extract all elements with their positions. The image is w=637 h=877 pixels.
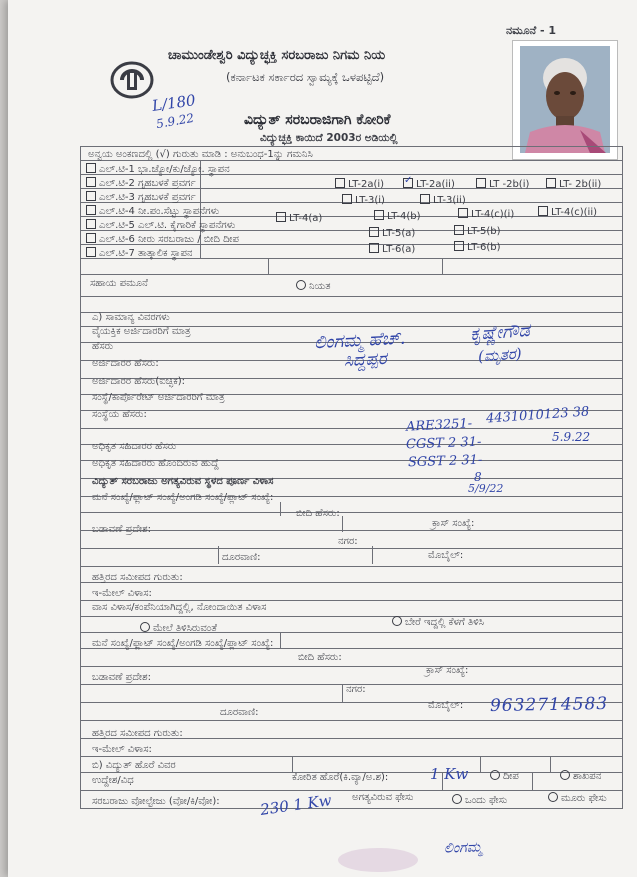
option-light[interactable]: ದೀಪ <box>490 770 519 782</box>
company-name-label: ಸಂಸ್ಥೆಯ ಹೆಸರು: <box>92 409 147 420</box>
radio-if-different[interactable] <box>392 616 402 626</box>
handwritten-reference-date: 5.9.22 <box>155 110 196 132</box>
checkbox-lt5a[interactable] <box>369 227 379 237</box>
checkbox-lt3[interactable] <box>86 191 96 201</box>
handwritten-load: 1 Kw <box>430 765 469 783</box>
handwritten-account-ref: ARE3251- <box>405 416 473 435</box>
option-lt3-i[interactable]: LT-3(i) <box>342 194 385 206</box>
checkbox-lt6b[interactable] <box>454 241 464 251</box>
tariff-row-lt4[interactable]: ಎಲ್.ಟಿ-4 ನೀ.ಪಂ.ಸೆಟ್ಟು ಸ್ಥಾಪನೆಗಳು <box>86 205 219 217</box>
individual-only-label: ವೈಯಕ್ತಿಕ ಅರ್ಜಿದಾರರಿಗೆ ಮಾತ್ರ <box>92 326 191 337</box>
load-details-title: ಬಿ) ವಿದ್ಯುತ್ ಹೊರೆ ವಿವರ <box>92 760 176 771</box>
phone-label-2: ದೂರವಾಣಿ: <box>220 707 259 718</box>
voltage-label: ಸರಬರಾಜು ವೋಲ್ಟೇಜು (ವೋ/ಕಿ/ವೋ): <box>92 796 220 807</box>
checkbox-lt1[interactable] <box>86 163 96 173</box>
handwritten-sub-8: 8 <box>474 470 482 484</box>
scan-smudge <box>338 848 418 872</box>
checkbox-lt4a[interactable] <box>276 212 286 222</box>
name-label: ಹೆಸರು <box>92 341 114 352</box>
radio-same-as-above[interactable] <box>140 622 150 632</box>
escom-logo <box>110 60 154 100</box>
house-number-label-2: ಮನೆ ಸಂಖ್ಯೆ/ಫ್ಲಾಟ್ ಸಂಖ್ಯೆ/ಅಂಗಡಿ ಸಂಖ್ಯೆ/ಪ್ಲಾಟ್ ಸಂಖ್ಯೆ: <box>92 638 274 649</box>
street-label: ಬೀದಿ ಹೆಸರು: <box>296 508 340 519</box>
handwritten-sub-date: 5/9/22 <box>468 482 504 495</box>
radio-three-phase[interactable] <box>548 792 558 802</box>
partner-name-label: ಅಧಿಕೃತ ಸಹಿದಾರರ ಹೆಸರು <box>92 441 177 452</box>
option-lt4a[interactable]: LT-4(a) <box>276 212 322 224</box>
form-number-label: ನಮೂನೆ - 1 <box>506 24 557 37</box>
option-power[interactable]: ಶಾಖಪನ <box>560 770 601 782</box>
option-lt2b-ii[interactable]: LT- 2b(ii) <box>546 178 601 190</box>
phone-label: ದೂರವಾಣಿ: <box>222 552 261 563</box>
option-single-phase[interactable]: ಒಂದು ಫೇಸು <box>452 794 507 806</box>
comm-address-title: ವಾಸ ವಿಳಾಸ/ಕಂಪೆನಿಯಾಗಿದ್ದಲ್ಲಿ, ನೋಂದಾಯಿತ ವಿಳಾಸ <box>92 602 267 613</box>
handwritten-name-2: ಕೃಷ್ಣೇಗೌಡ <box>469 319 531 346</box>
handwritten-mobile-number: 9632714583 <box>489 693 609 717</box>
landmark-label: ಹತ್ತಿರದ ಸಮೀಪದ ಗುರುತು: <box>92 572 183 583</box>
required-load-label: ಕೋರಿತ ಹೊರೆ(ಕಿ.ವ್ಯಾ/ಅ.ಶ): <box>292 772 389 783</box>
option-lt5b[interactable]: LT-5(b) <box>454 225 501 237</box>
option-lt2b-i[interactable]: LT -2b(i) <box>476 178 529 190</box>
tariff-row-lt7[interactable]: ಎಲ್.ಟಿ-7 ತಾತ್ಕಾಲಿಕ ಸ್ಥಾಪನ <box>86 247 192 259</box>
option-lt2a-i[interactable]: LT-2a(i) <box>335 178 384 190</box>
option-same-as-above[interactable]: ಮೇಲೆ ತಿಳಿಸಿರುವಂತೆ <box>140 622 217 634</box>
handwritten-account-date: 5.9.22 <box>552 430 591 444</box>
tariff-row-lt5[interactable]: ಎಲ್.ಟಿ-5 ಎಲ್.ಟಿ. ಕೈಗಾರಿಕೆ ಸ್ಥಾಪನೆಗಳು <box>86 219 235 231</box>
corporate-only-label: ಸಂಸ್ಥೆ/ಕಾರ್ಪೊರೇಟ್ ಅರ್ಜಿದಾರರಿಗೆ ಮಾತ್ರ <box>92 392 225 403</box>
email-label-2: ಇ-ಮೇಲ್ ವಿಳಾಸ: <box>92 744 152 755</box>
city-label-2: ನಗರ: <box>346 684 366 695</box>
handwritten-name-1: ಲಿಂಗಮ್ಮ ಹೆಚ್. <box>313 327 407 354</box>
ownership-label: ಸಹಾಯ ಪಮೂನೆ <box>90 278 148 289</box>
radio-permanent[interactable] <box>296 280 306 290</box>
option-lt4c-i[interactable]: LT-4(c)(i) <box>458 208 514 220</box>
org-name: ಚಾಮುಂಡೇಶ್ವರಿ ವಿದ್ಯುಚ್ಛಕ್ತಿ ಸರಬರಾಜು ನಿಗಮ ನಿಯ <box>168 48 386 63</box>
email-label: ಇ-ಮೇಲ್ ವಿಳಾಸ: <box>92 588 152 599</box>
supply-address-title: ವಿದ್ಯುತ್ ಸರಬರಾಜು ಅಗತ್ಯವಿರುವ ಸ್ಥಳದ ಪೂರ್ಣ ವಿಳಾಸ <box>92 476 274 487</box>
checkbox-lt4c-i[interactable] <box>458 208 468 218</box>
checkbox-lt2[interactable] <box>86 177 96 187</box>
option-lt3-ii[interactable]: LT-3(ii) <box>420 194 466 206</box>
father-name-label: ಅರ್ಜಿದಾರರ ಹೆಸರು: <box>92 358 159 369</box>
radio-light[interactable] <box>490 770 500 780</box>
checkbox-lt4[interactable] <box>86 205 96 215</box>
area-label-2: ಬಡಾವಣೆ ಪ್ರದೇಶ: <box>92 672 151 683</box>
tariff-row-lt3[interactable]: ಎಲ್.ಟಿ-3 ಗೃಹಬಳಕೆ ಪ್ರವರ್ಗ <box>86 191 196 203</box>
applicant-photo <box>512 40 618 160</box>
checkbox-lt2b-ii[interactable] <box>546 178 556 188</box>
checkbox-lt4b[interactable] <box>374 210 384 220</box>
section-general-title: ಎ) ಸಾಮಾನ್ಯ ವಿವರಗಳು <box>92 312 170 323</box>
checkbox-lt3-ii[interactable] <box>420 194 430 204</box>
handwritten-name-3: ಸಿದ್ದಪ್ಪರ <box>343 348 388 372</box>
tariff-row-lt1[interactable]: ಎಲ್.ಟಿ-1 ಭಾ.ಜ್ಯೋ/ಕು/ಜ್ಯೋ. ಸ್ಥಾಪನ <box>86 163 230 175</box>
radio-power[interactable] <box>560 770 570 780</box>
checkbox-lt5[interactable] <box>86 219 96 229</box>
city-label: ನಗರ: <box>338 536 358 547</box>
option-lt4b[interactable]: LT-4(b) <box>374 210 421 222</box>
checkbox-lt2b-i[interactable] <box>476 178 486 188</box>
purpose-label: ಉದ್ದೇಶ/ವಿಧ <box>92 775 134 786</box>
checkbox-lt4c-ii[interactable] <box>538 206 548 216</box>
checkbox-lt7[interactable] <box>86 247 96 257</box>
checkbox-lt6a[interactable] <box>369 243 379 253</box>
mobile-label: ಮೊಬೈಲ್: <box>428 550 464 561</box>
option-lt2a-ii[interactable]: ✓ LT-2a(ii) <box>404 175 455 190</box>
form-subtitle: ವಿದ್ಯುಚ್ಛಕ್ತಿ ಕಾಯಿದೆ 2003ರ ಅಡಿಯಲ್ಲಿ <box>260 132 398 144</box>
handwritten-sgst: SGST 2 31- <box>407 452 483 471</box>
cross-number-label: ಕ್ರಾಸ್ ಸಂಖ್ಯೆ: <box>432 518 475 529</box>
partner-post-label: ಅಧಿಕೃತ ಸಹಿದಾರರು ಹೊಂದಿರುವ ಹುದ್ದೆ <box>92 458 219 469</box>
form-sheet <box>8 0 637 877</box>
instruction-text: ಅನ್ವಯ ಅಂಕಣದಲ್ಲಿ (√) ಗುರುತು ಮಾಡಿ : ಅನುಬಂಧ-1ನ್ನು ಗಮನಿಸಿ <box>88 149 313 160</box>
org-subtitle: (ಕರ್ನಾಟಕ ಸರ್ಕಾರದ ಸ್ವಾಮ್ಯಕ್ಕೆ ಒಳಪಟ್ಟಿದೆ) <box>226 70 385 84</box>
option-lt5a[interactable]: LT-5(a) <box>369 227 415 239</box>
landmark-label-2: ಹತ್ತಿರದ ಸಮೀಪದ ಗುರುತು: <box>92 728 183 739</box>
handwritten-name-4: (ಮೃತರ) <box>477 344 523 366</box>
radio-single-phase[interactable] <box>452 794 462 804</box>
cross-number-label-2: ಕ್ರಾಸ್ ಸಂಖ್ಯೆ: <box>426 665 469 676</box>
checkbox-lt2a-i[interactable] <box>335 178 345 188</box>
option-permanent[interactable]: ನಿಯತ <box>296 280 331 292</box>
tariff-row-lt2[interactable]: ಎಲ್.ಟಿ-2 ಗೃಹಬಳಕೆ ಪ್ರವರ್ಗ <box>86 177 196 189</box>
option-lt6a[interactable]: LT-6(a) <box>369 243 415 255</box>
checkbox-lt3-i[interactable] <box>342 194 352 204</box>
husband-name-label: ಅರ್ಜಿದಾರರ ಹೆಸರು(ಐಚ್ಛಿಕ): <box>92 376 185 387</box>
area-label: ಬಡಾವಣೆ ಪ್ರದೇಶ: <box>92 524 151 535</box>
handwritten-cgst: CGST 2 31- <box>405 434 482 453</box>
option-if-different[interactable]: ಬೇರೆ ಇದ್ದಲ್ಲಿ ಕೆಳಗೆ ತಿಳಿಸಿ <box>392 616 484 628</box>
handwritten-account-number: 4431010123 38 <box>485 404 590 427</box>
street-label-2: ಬೀದಿ ಹೆಸರು: <box>298 652 342 663</box>
house-number-label: ಮನೆ ಸಂಖ್ಯೆ/ಫ್ಲಾಟ್ ಸಂಖ್ಯೆ/ಅಂಗಡಿ ಸಂಖ್ಯೆ/ಪ್ಲಾಟ್ ಸಂಖ್ಯೆ: <box>92 492 274 503</box>
checkbox-lt6[interactable] <box>86 233 96 243</box>
option-lt6b[interactable]: LT-6(b) <box>454 241 501 253</box>
option-three-phase[interactable]: ಮೂರು ಫೇಸು <box>548 792 607 804</box>
phase-label: ಅಗತ್ಯವಿರುವ ಫೇಸು <box>352 792 414 803</box>
mobile-label-2: ಮೊಬೈಲ್: <box>428 700 464 711</box>
handwritten-signature: ಲಿಂಗಮ್ಮ <box>443 839 483 857</box>
handwritten-reference: L/180 <box>150 91 197 115</box>
checkbox-lt5b[interactable] <box>454 225 464 235</box>
form-title: ವಿದ್ಯುತ್ ಸರಬರಾಜಿಗಾಗಿ ಕೋರಿಕೆ <box>244 112 391 128</box>
checkbox-lt2a-ii-checked[interactable]: ✓ <box>404 175 413 186</box>
option-lt4c-ii[interactable]: LT-4(c)(ii) <box>538 206 597 218</box>
tariff-row-lt6[interactable]: ಎಲ್.ಟಿ-6 ನೀರು ಸರಬರಾಜು / ಬೀದಿ ದೀಪ <box>86 233 239 245</box>
handwritten-voltage: 230 1 Kw <box>259 791 333 819</box>
